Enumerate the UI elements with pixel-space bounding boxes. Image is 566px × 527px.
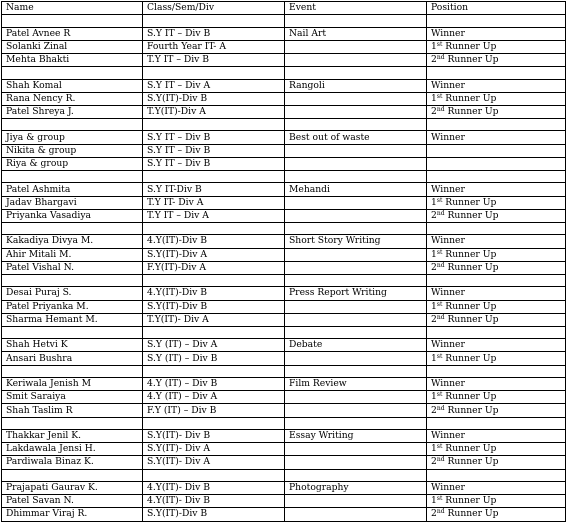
table-row — [2, 300, 566, 313]
spacer-cell — [2, 119, 143, 131]
spacer-cell — [285, 365, 427, 377]
class-cell: 4.Y(IT)- Div B — [143, 481, 285, 494]
position-cell: 2nd Runner Up — [427, 313, 566, 326]
spacer-cell — [427, 469, 566, 481]
name-cell: Patel Priyanka M. — [2, 300, 143, 313]
spacer-cell — [427, 15, 566, 27]
ordinal-suffix: nd — [436, 313, 445, 321]
name-cell: Thakkar Jenil K. — [2, 430, 143, 443]
position-cell: 1st Runner Up — [427, 40, 566, 53]
event-cell — [285, 443, 427, 456]
table-row — [2, 313, 566, 326]
ordinal-suffix: st — [436, 196, 443, 204]
table-row — [2, 196, 566, 209]
event-cell: Debate — [285, 339, 427, 352]
spacer-cell — [2, 67, 143, 79]
table-row — [2, 495, 566, 508]
spacer-cell — [143, 171, 285, 183]
spacer-cell — [2, 469, 143, 481]
ordinal-suffix: nd — [436, 106, 445, 113]
position-cell: 2nd Runner Up — [427, 404, 566, 417]
class-cell: T.Y IT- Div A — [143, 196, 285, 209]
position-cell: 2nd Runner Up — [427, 209, 566, 222]
position-cell: 1st Runner Up — [427, 196, 566, 209]
event-cell — [285, 508, 427, 521]
position-cell: 1st Runner Up — [427, 352, 566, 365]
spacer-cell — [2, 171, 143, 183]
ordinal-suffix: nd — [436, 456, 445, 464]
name-cell: Nikita & group — [2, 144, 143, 157]
name-cell: Prajapati Gaurav K. — [2, 481, 143, 494]
spacer-cell — [427, 326, 566, 338]
class-cell: S.Y IT-Div B — [143, 183, 285, 196]
name-cell: Riya & group — [2, 157, 143, 170]
table-row — [2, 456, 566, 469]
position-cell — [427, 144, 566, 157]
table-row — [2, 157, 566, 170]
position-cell: 2nd Runner Up — [427, 105, 566, 118]
position-cell: Winner — [427, 430, 566, 443]
position-cell: 1st Runner Up — [427, 495, 566, 508]
event-cell — [285, 352, 427, 365]
class-cell: T.Y(IT)- Div A — [143, 313, 285, 326]
spacer-row — [2, 15, 566, 27]
ordinal-suffix: st — [436, 495, 443, 503]
column-header-name: Name — [2, 2, 143, 15]
table-row — [2, 352, 566, 365]
position-cell: Winner — [427, 183, 566, 196]
spacer-cell — [427, 67, 566, 79]
spacer-row — [2, 469, 566, 481]
event-cell: Essay Writing — [285, 430, 427, 443]
position-cell: 1st Runner Up — [427, 443, 566, 456]
spacer-cell — [143, 365, 285, 377]
name-cell: Priyanka Vasadiya — [2, 209, 143, 222]
class-cell: S.Y (IT) – Div B — [143, 352, 285, 365]
ordinal-suffix: nd — [436, 261, 445, 269]
name-cell: Rana Nency R. — [2, 92, 143, 105]
spacer-cell — [143, 67, 285, 79]
spacer-cell — [2, 15, 143, 27]
event-cell: Rangoli — [285, 79, 427, 92]
spacer-cell — [2, 223, 143, 235]
ordinal-suffix: st — [436, 443, 443, 451]
position-cell: 2nd Runner Up — [427, 508, 566, 521]
spacer-cell — [143, 326, 285, 338]
position-cell: Winner — [427, 339, 566, 352]
table-row — [2, 131, 566, 144]
position-cell: Winner — [427, 131, 566, 144]
class-cell: T.Y IT – Div B — [143, 53, 285, 66]
spacer-cell — [427, 171, 566, 183]
spacer-row — [2, 365, 566, 377]
class-cell: S.Y(IT)-Div B — [143, 300, 285, 313]
table-row — [2, 183, 566, 196]
ordinal-suffix: nd — [436, 54, 445, 62]
class-cell: 4.Y (IT) – Div A — [143, 391, 285, 404]
class-cell: F.Y (IT) – Div B — [143, 404, 285, 417]
table-row — [2, 339, 566, 352]
position-cell: 1st Runner Up — [427, 92, 566, 105]
spacer-cell — [2, 365, 143, 377]
spacer-cell — [143, 119, 285, 131]
class-cell: S.Y(IT)- Div A — [143, 456, 285, 469]
name-cell: Mehta Bhakti — [2, 53, 143, 66]
name-cell: Smit Saraiya — [2, 391, 143, 404]
name-cell: Sharma Hemant M. — [2, 313, 143, 326]
event-cell — [285, 391, 427, 404]
event-cell — [285, 456, 427, 469]
position-cell: Winner — [427, 79, 566, 92]
name-cell: Shah Komal — [2, 79, 143, 92]
spacer-cell — [285, 326, 427, 338]
class-cell: S.Y IT – Div B — [143, 131, 285, 144]
name-cell: Jadav Bhargavi — [2, 196, 143, 209]
spacer-cell — [427, 417, 566, 429]
position-cell: 1st Runner Up — [427, 300, 566, 313]
position-cell: 2nd Runner Up — [427, 261, 566, 274]
name-cell: Patel Ashmita — [2, 183, 143, 196]
ordinal-suffix: nd — [436, 209, 445, 217]
name-cell: Patel Shreya J. — [2, 105, 143, 118]
event-cell — [285, 404, 427, 417]
event-cell — [285, 209, 427, 222]
spacer-cell — [427, 365, 566, 377]
spacer-row — [2, 171, 566, 183]
event-cell — [285, 144, 427, 157]
class-cell: S.Y IT – Div B — [143, 27, 285, 40]
event-cell — [285, 300, 427, 313]
column-header-event: Event — [285, 2, 427, 15]
spacer-cell — [285, 274, 427, 286]
table-row — [2, 92, 566, 105]
spacer-cell — [143, 417, 285, 429]
position-cell: 2nd Runner Up — [427, 53, 566, 66]
table-row — [2, 235, 566, 248]
table-row — [2, 79, 566, 92]
name-cell: Patel Avnee R — [2, 27, 143, 40]
event-cell: Short Story Writing — [285, 235, 427, 248]
ordinal-suffix: nd — [436, 508, 445, 516]
event-cell — [285, 40, 427, 53]
event-cell: Press Report Writing — [285, 287, 427, 300]
results-table-body — [2, 2, 566, 522]
class-cell: S.Y(IT)- Div A — [143, 443, 285, 456]
position-cell: Winner — [427, 235, 566, 248]
class-cell: S.Y IT – Div A — [143, 79, 285, 92]
ordinal-suffix: st — [436, 92, 443, 100]
column-header-position: Position — [427, 2, 566, 15]
spacer-cell — [285, 223, 427, 235]
table-row — [2, 430, 566, 443]
table-row — [2, 248, 566, 261]
name-cell: Ansari Bushra — [2, 352, 143, 365]
ordinal-suffix: nd — [436, 404, 445, 412]
table-row — [2, 287, 566, 300]
ordinal-suffix: st — [436, 391, 443, 399]
class-cell: S.Y IT – Div B — [143, 157, 285, 170]
spacer-cell — [285, 119, 427, 131]
spacer-cell — [143, 15, 285, 27]
name-cell: Dhimmar Viraj R. — [2, 508, 143, 521]
spacer-cell — [427, 223, 566, 235]
spacer-cell — [285, 469, 427, 481]
class-cell: S.Y(IT)-Div B — [143, 508, 285, 521]
position-cell: 1st Runner Up — [427, 248, 566, 261]
class-cell: 4.Y(IT)- Div B — [143, 495, 285, 508]
spacer-cell — [285, 417, 427, 429]
event-cell — [285, 53, 427, 66]
spacer-row — [2, 67, 566, 79]
table-row — [2, 481, 566, 494]
spacer-row — [2, 417, 566, 429]
event-cell — [285, 92, 427, 105]
table-row — [2, 40, 566, 53]
table-row — [2, 508, 566, 521]
results-table — [1, 1, 566, 522]
event-cell: Nail Art — [285, 27, 427, 40]
name-cell: Shah Taslim R — [2, 404, 143, 417]
event-cell: Best out of waste — [285, 131, 427, 144]
name-cell: Jiya & group — [2, 131, 143, 144]
event-cell — [285, 495, 427, 508]
spacer-cell — [285, 67, 427, 79]
name-cell: Patel Vishal N. — [2, 261, 143, 274]
name-cell: Lakdawala Jensi H. — [2, 443, 143, 456]
name-cell: Kakadiya Divya M. — [2, 235, 143, 248]
spacer-row — [2, 274, 566, 286]
class-cell: S.Y(IT)-Div A — [143, 248, 285, 261]
spacer-cell — [285, 15, 427, 27]
event-cell — [285, 196, 427, 209]
table-row — [2, 105, 566, 118]
event-cell: Film Review — [285, 378, 427, 391]
name-cell: Keriwala Jenish M — [2, 378, 143, 391]
spacer-cell — [285, 171, 427, 183]
name-cell: Patel Savan N. — [2, 495, 143, 508]
event-cell: Photography — [285, 481, 427, 494]
position-cell — [427, 157, 566, 170]
class-cell: S.Y(IT)-Div B — [143, 92, 285, 105]
ordinal-suffix: st — [436, 300, 443, 308]
name-cell: Solanki Zinal — [2, 40, 143, 53]
event-cell — [285, 248, 427, 261]
name-cell: Ahir Mitali M. — [2, 248, 143, 261]
table-row — [2, 443, 566, 456]
name-cell: Shah Hetvi K — [2, 339, 143, 352]
column-header-class: Class/Sem/Div — [143, 2, 285, 15]
name-cell: Pardiwala Binaz K. — [2, 456, 143, 469]
table-row — [2, 391, 566, 404]
table-header-row — [2, 2, 566, 15]
spacer-cell — [143, 469, 285, 481]
class-cell: T.Y(IT)-Div A — [143, 105, 285, 118]
position-cell: 1st Runner Up — [427, 391, 566, 404]
position-cell: Winner — [427, 481, 566, 494]
spacer-cell — [427, 274, 566, 286]
name-cell: Desai Puraj S. — [2, 287, 143, 300]
event-cell: Mehandi — [285, 183, 427, 196]
class-cell: Fourth Year IT- A — [143, 40, 285, 53]
spacer-row — [2, 119, 566, 131]
spacer-cell — [2, 417, 143, 429]
class-cell: S.Y (IT) – Div A — [143, 339, 285, 352]
table-row — [2, 404, 566, 417]
table-row — [2, 53, 566, 66]
table-row — [2, 378, 566, 391]
table-row — [2, 144, 566, 157]
class-cell: S.Y(IT)- Div B — [143, 430, 285, 443]
event-cell — [285, 105, 427, 118]
position-cell: Winner — [427, 27, 566, 40]
class-cell: 4.Y(IT)-Div B — [143, 287, 285, 300]
event-cell — [285, 313, 427, 326]
table-row — [2, 209, 566, 222]
spacer-cell — [143, 274, 285, 286]
ordinal-suffix: st — [436, 352, 443, 360]
table-row — [2, 27, 566, 40]
event-cell — [285, 157, 427, 170]
position-cell: 2nd Runner Up — [427, 456, 566, 469]
class-cell: S.Y IT – Div B — [143, 144, 285, 157]
class-cell: 4.Y (IT) – Div B — [143, 378, 285, 391]
event-cell — [285, 261, 427, 274]
table-row — [2, 261, 566, 274]
ordinal-suffix: st — [436, 248, 443, 256]
spacer-row — [2, 223, 566, 235]
ordinal-suffix: st — [436, 40, 443, 48]
position-cell: Winner — [427, 287, 566, 300]
spacer-cell — [427, 119, 566, 131]
spacer-cell — [143, 223, 285, 235]
spacer-row — [2, 326, 566, 338]
class-cell: 4.Y(IT)-Div B — [143, 235, 285, 248]
class-cell: T.Y IT – Div A — [143, 209, 285, 222]
class-cell: F.Y(IT)-Div A — [143, 261, 285, 274]
position-cell: Winner — [427, 378, 566, 391]
spacer-cell — [2, 326, 143, 338]
spacer-cell — [2, 274, 143, 286]
